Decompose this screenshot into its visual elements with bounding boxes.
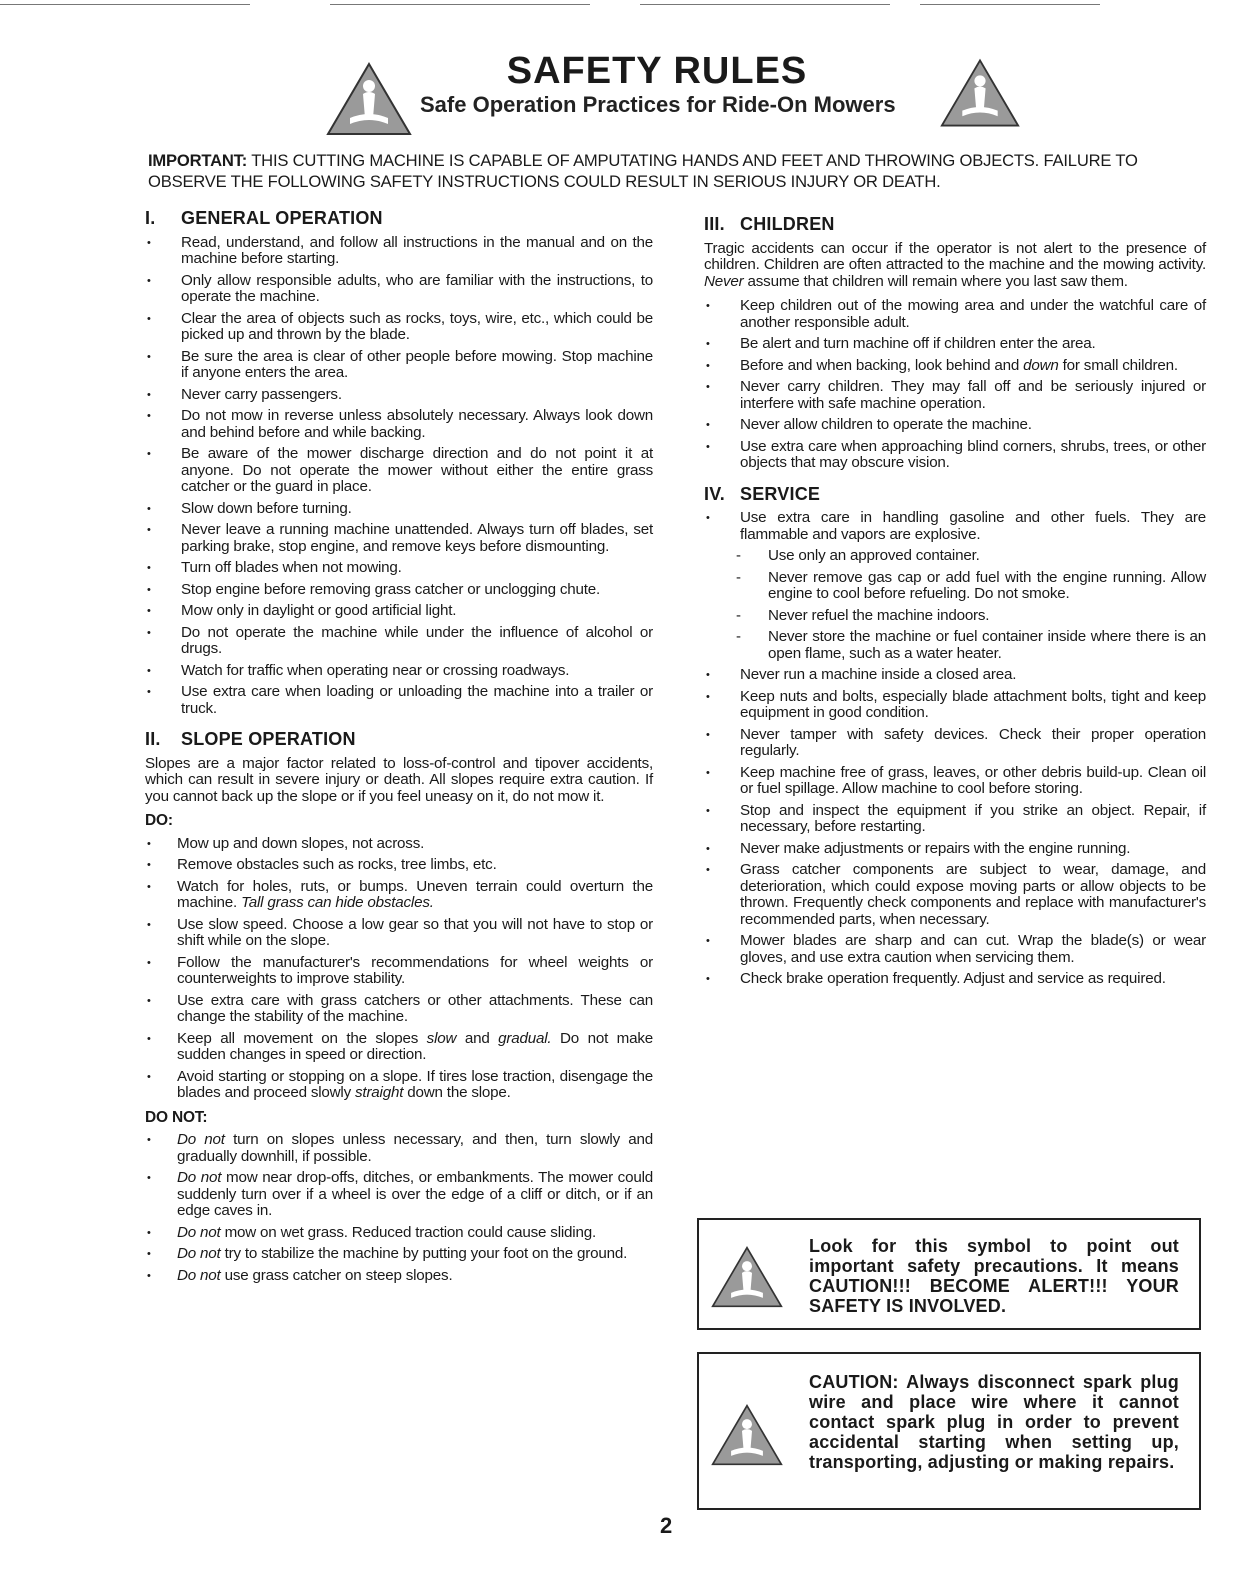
page-header xyxy=(0,48,1244,138)
list-item: • Remove obstacles such as rocks, tree limbs, etc. xyxy=(145,857,653,874)
list-item: • Clear the area of objects such as rocks, toys, wire, etc., which could be picked up and thrown by the blade. xyxy=(145,311,653,344)
list-item: • Do not operate the machine while under the influence of alcohol or drugs. xyxy=(145,625,653,658)
list-item: • Keep children out of the mowing area and under the watchful care of another responsible adult. xyxy=(704,298,1206,331)
page-title: SAFETY RULES xyxy=(506,50,808,92)
section-heading-slope: II. SLOPE OPERATION xyxy=(145,729,356,749)
page-subtitle: Safe Operation Practices for Ride-On Mowers xyxy=(420,92,896,117)
list-item: • Do not use grass catcher on steep slopes. xyxy=(145,1268,653,1285)
list-item: • Be alert and turn machine off if children enter the area. xyxy=(704,336,1206,353)
right-column xyxy=(704,216,1206,993)
sub-list-item: - Never remove gas cap or add fuel with the engine running. Allow engine to cool before refueling. Do not smoke. xyxy=(704,570,1206,603)
list-item: • Use extra care when loading or unloading the machine into a trailer or truck. xyxy=(145,684,653,717)
warning-triangle-icon xyxy=(940,58,1020,128)
list-item: • Before and when backing, look behind and down for small children. xyxy=(704,358,1206,375)
section-heading-general: I. GENERAL OPERATION xyxy=(145,208,383,228)
list-item: • Do not mow on wet grass. Reduced traction could cause sliding. xyxy=(145,1225,653,1242)
list-item: • Never leave a running machine unattended. Always turn off blades, set parking brake, stop engine, and remove keys before dismounting. xyxy=(145,522,653,555)
list-item: • Keep machine free of grass, leaves, or other debris build-up. Clean oil or fuel spillage. Allow machine to cool before storing. xyxy=(704,765,1206,798)
list-item: • Stop engine before removing grass catcher or unclogging chute. xyxy=(145,582,653,599)
do-list xyxy=(145,836,653,1102)
list-item: • Keep all movement on the slopes slow and gradual. Do not make sudden changes in speed or direction. xyxy=(145,1031,653,1064)
list-item: • Do not mow in reverse unless absolutely necessary. Always look down and behind before and while backing. xyxy=(145,408,653,441)
list-item: • Slow down before turning. xyxy=(145,501,653,518)
list-item: • Be sure the area is clear of other people before mowing. Stop machine if anyone enters the area. xyxy=(145,349,653,382)
list-item: • Never run a machine inside a closed area. xyxy=(704,667,1206,684)
sub-list-item: - Never store the machine or fuel container inside where there is an open flame, such as a water heater. xyxy=(704,629,1206,662)
list-item: • Do not mow near drop-offs, ditches, or embankments. The mower could suddenly turn over if a wheel is over the edge of a cliff or ditch, or if an edge caves in. xyxy=(145,1170,653,1220)
top-rule-lines xyxy=(0,4,1244,6)
symbol-note-text: Look for this symbol to point out important safety precautions. It means CAUTION!!! BECOME ALERT!!! YOUR SAFETY IS INVOLVED. xyxy=(809,1236,1179,1316)
list-item: • Keep nuts and bolts, especially blade attachment bolts, tight and keep equipment in good condition. xyxy=(704,689,1206,722)
list-item: • Stop and inspect the equipment if you strike an object. Repair, if necessary, before restarting. xyxy=(704,803,1206,836)
list-item: • Follow the manufacturer's recommendations for wheel weights or counterweights to improve stability. xyxy=(145,955,653,988)
list-item: • Grass catcher components are subject to wear, damage, and deterioration, which could expose moving parts or allow objects to be thrown. Frequently check components and replace with manufacturer's recommended parts, when necessary. xyxy=(704,862,1206,928)
children-intro: Tragic accidents can occur if the operator is not alert to the presence of children. Children are often attracted to the machine and the mowing activity. Never assume that children will remain where you last saw them. xyxy=(704,239,1206,290)
list-item: • Never carry children. They may fall off and be seriously injured or interfere with safe machine operation. xyxy=(704,379,1206,412)
list-item: • Do not turn on slopes unless necessary, and then, turn slowly and gradually downhill, if possible. xyxy=(145,1132,653,1165)
list-item: • Mow up and down slopes, not across. xyxy=(145,836,653,853)
list-item: • Be aware of the mower discharge direction and do not point it at anyone. Do not operate the mower without either the entire grass catcher or the guard in place. xyxy=(145,446,653,496)
list-item: • Never tamper with safety devices. Check their proper operation regularly. xyxy=(704,727,1206,760)
slope-intro: Slopes are a major factor related to loss-of-control and tipover accidents, which can result in severe injury or death. All slopes require extra caution. If you cannot back up the slope or if you feel uneasy on it, do not mow it. xyxy=(145,754,653,805)
list-item: • Turn off blades when not mowing. xyxy=(145,560,653,577)
warning-triangle-icon xyxy=(711,1404,783,1466)
list-item: • Check brake operation frequently. Adjust and service as required. xyxy=(704,971,1206,988)
warning-triangle-icon xyxy=(711,1246,783,1308)
symbol-note-box xyxy=(697,1218,1201,1330)
list-item: • Only allow responsible adults, who are familiar with the instructions, to operate the machine. xyxy=(145,273,653,306)
list-item: • Never allow children to operate the machine. xyxy=(704,417,1206,434)
do-label: DO: xyxy=(145,812,173,829)
children-list xyxy=(704,298,1206,472)
service-list xyxy=(704,510,1206,988)
do-not-label: DO NOT: xyxy=(145,1108,208,1126)
list-item: • Never carry passengers. xyxy=(145,387,653,404)
list-item: • Read, understand, and follow all instructions in the manual and on the machine before starting. xyxy=(145,235,653,268)
list-item: • Watch for holes, ruts, or bumps. Uneven terrain could overturn the machine. Tall grass can hide obstacles. xyxy=(145,879,653,912)
caution-text: CAUTION: Always disconnect spark plug wire and place wire where it cannot contact spark plug in order to prevent accidental starting when setting up, transporting, adjusting or making repairs. xyxy=(809,1372,1179,1472)
important-warning xyxy=(148,150,1208,192)
list-item: • Mow only in daylight or good artificial light. xyxy=(145,603,653,620)
list-item: • Avoid starting or stopping on a slope. If tires lose traction, disengage the blades and proceed slowly straight down the slope. xyxy=(145,1069,653,1102)
section-heading-children: III. CHILDREN xyxy=(704,214,835,234)
list-item: • Use slow speed. Choose a low gear so that you will not have to stop or shift while on the slope. xyxy=(145,917,653,950)
list-item: • Do not try to stabilize the machine by putting your foot on the ground. xyxy=(145,1246,653,1263)
list-item: • Use extra care with grass catchers or other attachments. These can change the stability of the machine. xyxy=(145,993,653,1026)
sub-list-item: - Use only an approved container. xyxy=(704,548,1206,565)
list-item: • Use extra care in handling gasoline and other fuels. They are flammable and vapors are explosive. xyxy=(704,510,1206,543)
general-operation-list xyxy=(145,235,653,718)
page-number: 2 xyxy=(660,1513,673,1538)
list-item: • Watch for traffic when operating near or crossing roadways. xyxy=(145,663,653,680)
important-text: THIS CUTTING MACHINE IS CAPABLE OF AMPUTATING HANDS AND FEET AND THROWING OBJECTS. FAILURE TO OBSERVE THE FOLLOWING SAFETY INSTRUCTIONS COULD RESULT IN SERIOUS INJURY OR DEATH. xyxy=(148,151,1138,191)
list-item: • Never make adjustments or repairs with the engine running. xyxy=(704,841,1206,858)
list-item: • Use extra care when approaching blind corners, shrubs, trees, or other objects that may obscure vision. xyxy=(704,439,1206,472)
important-label: IMPORTANT: xyxy=(148,151,248,170)
caution-box xyxy=(697,1352,1201,1510)
do-not-list xyxy=(145,1132,653,1284)
list-item: • Mower blades are sharp and can cut. Wrap the blade(s) or wear gloves, and use extra caution when servicing them. xyxy=(704,933,1206,966)
section-heading-service: IV. SERVICE xyxy=(704,483,821,504)
left-column xyxy=(145,210,653,1289)
sub-list-item: - Never refuel the machine indoors. xyxy=(704,608,1206,625)
